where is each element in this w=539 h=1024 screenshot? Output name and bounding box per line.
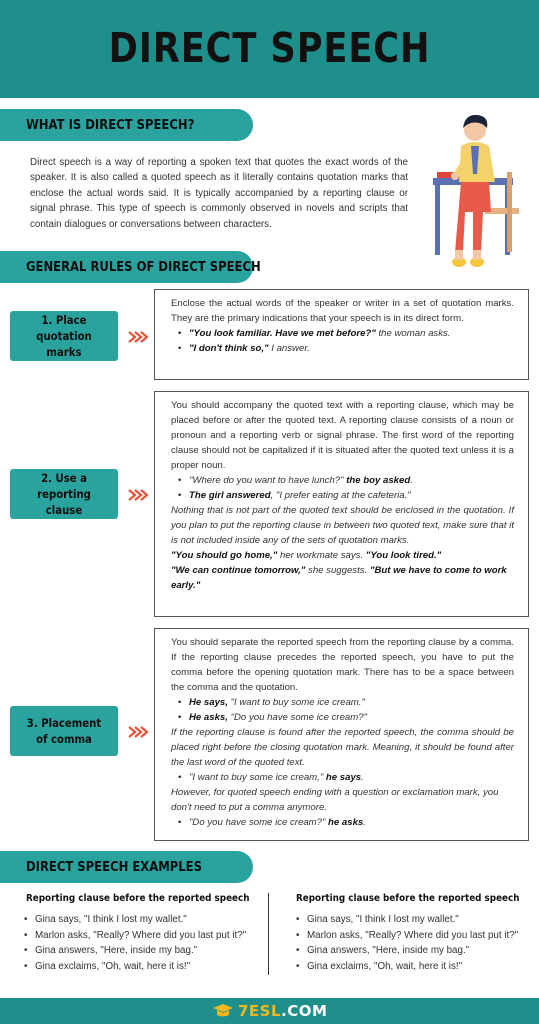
rule-3-note-1: If the reporting clause is found after the reported speech, the comma should be placed right before the closing quotation mark. Meaning, it should be found after the last word of the quoted text. — [171, 727, 514, 768]
double-chevron-right-icon — [128, 331, 148, 343]
intro-paragraph: Direct speech is a way of reporting a spoken text that quotes the exact words of the speaker. It is also called a quoted speech as it literally contains quotation marks that enclose the actual words said. It is typically accompanied by a reporting clause or signal phrase. This type of speech is commonly observed in novels and scripts that contain dialogues or conversations between characters. — [30, 157, 408, 230]
rule-2-text: You should accompany the quoted text with a reporting clause, which may be placed before or after the quoted text. A reporting clause consists of a noun or pronoun and a reporting verb or signal phrase. The first word of the reporting clause should not be capitalized if it is situated after the quoted text unless it is a proper noun. — [171, 400, 514, 471]
rule-2-box — [154, 391, 529, 617]
logo-text: 7ESL.COM — [238, 1002, 328, 1020]
section-heading-rules — [0, 251, 261, 283]
rule-3-text: You should separate the reported speech from the reporting clause by a comma. If the reporting clause precedes the reported speech, you have to put the comma before the opening quotation mark. There has to be a space between the comma and the quotation. — [171, 637, 514, 693]
title-banner — [0, 0, 539, 98]
examples-divider — [268, 893, 269, 975]
rule-1-example-1: • "You look familiar. Have we met before?" the woman asks. — [189, 326, 514, 341]
graduation-cap-icon — [212, 1003, 234, 1019]
list-item: • Gina says, "I think I lost my wallet." — [24, 912, 246, 928]
rule-2-label: 2. Use a reporting clause — [10, 469, 118, 519]
rule-2-example-3: "You should go home," her workmate says. "You look tired." — [171, 550, 442, 561]
list-item: • Gina says, "I think I lost my wallet." — [296, 912, 518, 928]
section-heading-examples-text: DIRECT SPEECH EXAMPLES — [26, 859, 202, 875]
rule-1-label: 1. Place quotation marks — [10, 311, 118, 361]
examples-column-1-heading: Reporting clause before the reported speech — [26, 893, 250, 904]
rule-2-example-1: • "Where do you want to have lunch?" the boy asked. — [189, 473, 514, 488]
list-item: • Gina exclaims, "Oh, wait, here it is!" — [296, 959, 518, 975]
rule-2-example-4: "We can continue tomorrow," she suggests. "But we have to come to work early." — [171, 565, 507, 591]
rule-1-text: Enclose the actual words of the speaker or writer in a set of quotation marks. They are the primary indications that your speech is in its direct form. — [171, 298, 514, 324]
rule-3-example-2: • He asks, "Do you have some ice cream?" — [189, 710, 514, 725]
examples-column-2-heading: Reporting clause before the reported speech — [296, 893, 520, 904]
list-item: • Marlon asks, "Really? Where did you last put it?" — [296, 928, 518, 944]
section-heading-examples — [0, 851, 253, 883]
list-item: • Gina answers, "Here, inside my bag." — [24, 943, 246, 959]
rule-1-example-2: • "I don't think so," I answer. — [189, 341, 514, 356]
rule-3-label: 3. Placement of comma — [10, 706, 118, 756]
rule-3-note-2: However, for quoted speech ending with a question or exclamation mark, you don't need to put a comma anymore. — [171, 787, 499, 813]
section-heading-what — [0, 109, 253, 141]
rule-3-box — [154, 628, 529, 841]
rule-3-example-3: • "I want to buy some ice cream," he says. — [189, 770, 514, 785]
student-writing-illustration — [425, 112, 530, 282]
list-item: • Gina answers, "Here, inside my bag." — [296, 943, 518, 959]
footer-bar — [0, 998, 539, 1024]
rule-3-example-1: • He says, "I want to buy some ice cream." — [189, 695, 514, 710]
site-logo[interactable] — [212, 1002, 327, 1020]
rule-1-box — [154, 289, 529, 380]
examples-column-2-list — [296, 912, 518, 974]
examples-column-1-list — [24, 912, 246, 974]
section-heading-rules-text: GENERAL RULES OF DIRECT SPEECH — [26, 259, 261, 275]
section-heading-what-text: WHAT IS DIRECT SPEECH? — [26, 117, 195, 133]
rule-3-example-4: • "Do you have some ice cream?" he asks. — [189, 815, 514, 830]
rule-2-note: Nothing that is not part of the quoted text should be enclosed in the quotation. If you plan to put the reporting clause in between two quoted text, make sure that it is not included inside any of the sets of quotation marks. — [171, 505, 514, 546]
double-chevron-right-icon — [128, 726, 148, 738]
rule-2-example-2: • The girl answered, "I prefer eating at the cafeteria." — [189, 488, 514, 503]
page-title: DIRECT SPEECH — [108, 24, 431, 72]
list-item: • Gina exclaims, "Oh, wait, here it is!" — [24, 959, 246, 975]
list-item: • Marlon asks, "Really? Where did you last put it?" — [24, 928, 246, 944]
double-chevron-right-icon — [128, 489, 148, 501]
